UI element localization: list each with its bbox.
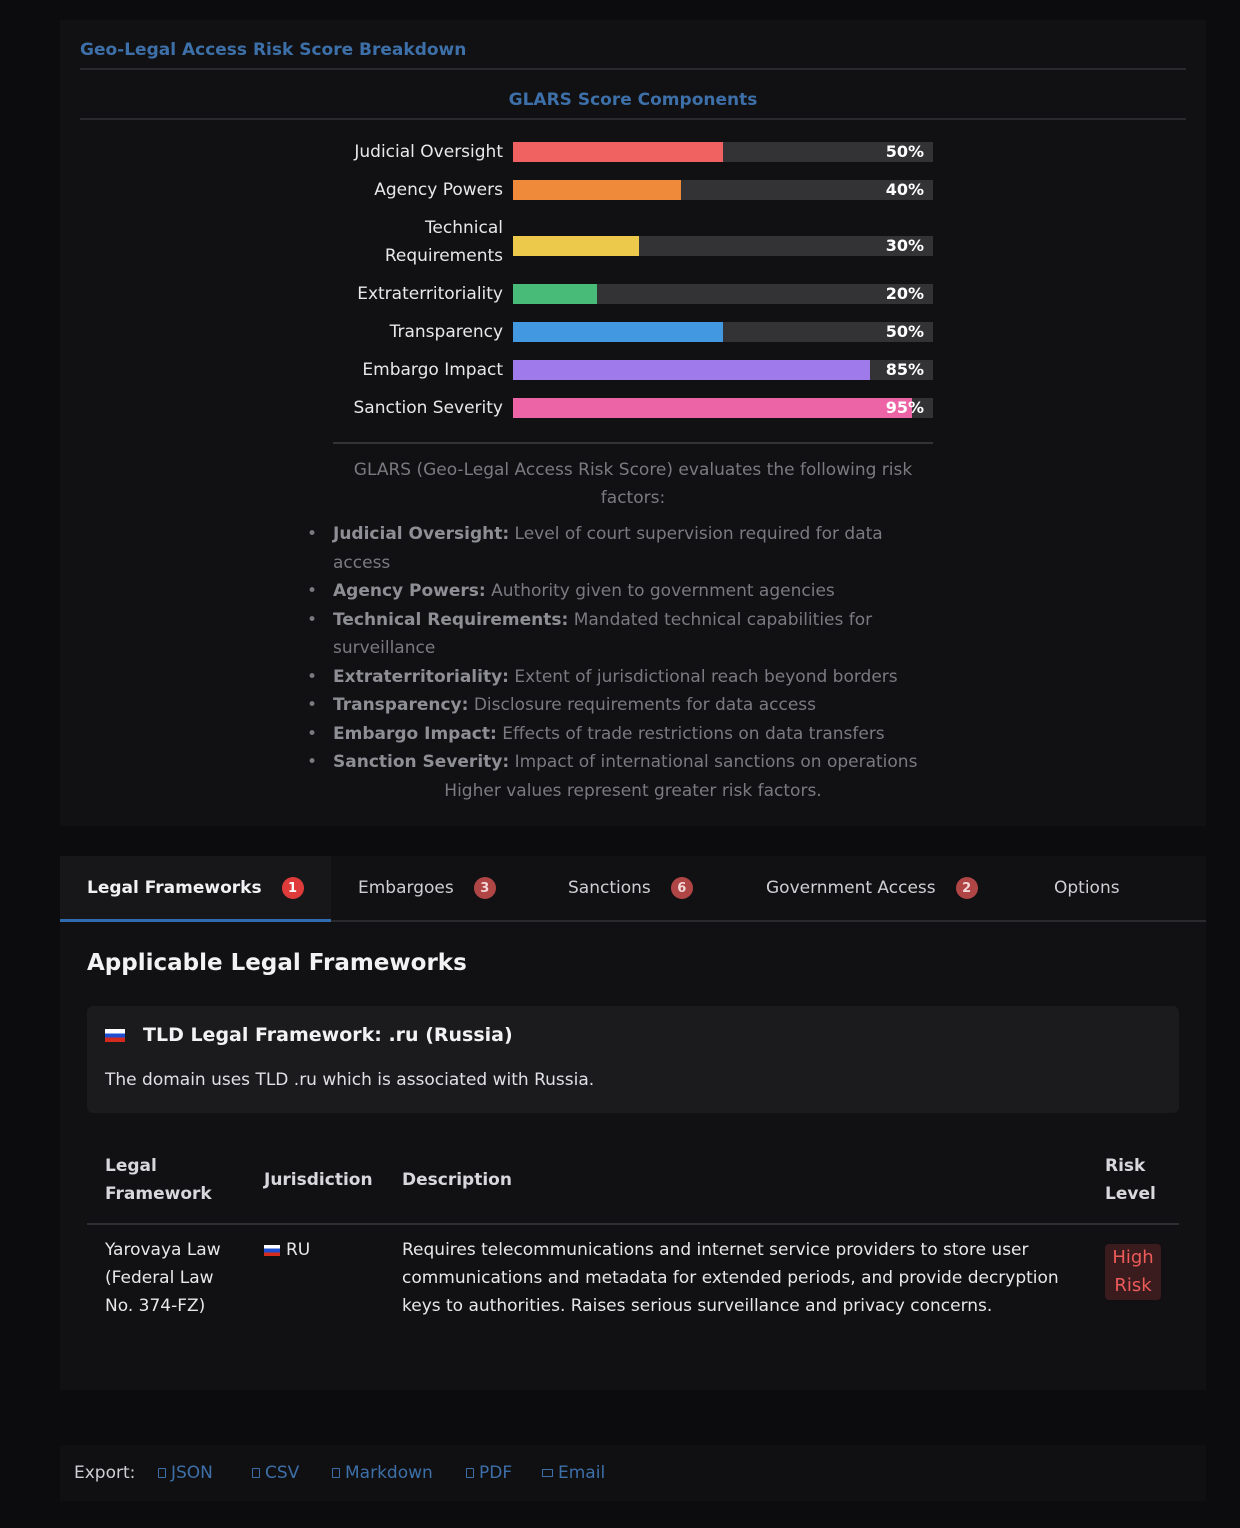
export-bar [60, 1445, 1206, 1501]
column-header-description: Description [402, 1170, 512, 1190]
divider [80, 68, 1186, 70]
export-pdf-link[interactable]: PDF [466, 1463, 512, 1483]
bar-value-label: 40% [885, 180, 924, 199]
export-csv-link[interactable]: CSV [252, 1463, 299, 1483]
jurisdiction-cell [264, 1236, 310, 1264]
russia-flag-icon [264, 1245, 280, 1256]
glars-explanation: GLARS (Geo-Legal Access Risk Score) evaluates the following risk factors: [353, 460, 913, 508]
bar-fill [513, 236, 639, 256]
bar-row [333, 142, 933, 162]
section-title: Applicable Legal Frameworks [87, 950, 467, 976]
export-json-link[interactable]: JSON [158, 1463, 213, 1483]
document-icon [332, 1468, 340, 1478]
risk-badge: High Risk [1105, 1244, 1161, 1300]
bar-row [333, 398, 933, 418]
bar-row [333, 360, 933, 380]
tab-label: Legal Frameworks [87, 878, 262, 898]
tab-label: Options [1054, 878, 1120, 898]
document-icon [158, 1468, 166, 1478]
divider [333, 442, 933, 444]
tab-label: Embargoes [358, 878, 454, 898]
factor-item: • Extraterritoriality: Extent of jurisdictional reach beyond borders [333, 663, 933, 692]
divider [87, 1223, 1179, 1225]
details-panel [60, 856, 1206, 1390]
bar-track [513, 142, 933, 162]
glars-score-card [60, 20, 1206, 826]
bar-fill [513, 180, 681, 200]
divider [80, 118, 1186, 120]
factor-item: • Embargo Impact: Effects of trade restrictions on data transfers [333, 720, 933, 749]
tld-description: The domain uses TLD .ru which is associated with Russia. [105, 1070, 595, 1090]
tab-embargoes[interactable] [358, 856, 496, 920]
bar-track [513, 236, 933, 256]
factor-item: • Technical Requirements: Mandated technical capabilities for surveillance [333, 606, 933, 663]
bar-track [513, 180, 933, 200]
document-icon [466, 1468, 474, 1478]
export-email-link[interactable]: Email [542, 1463, 605, 1483]
export-label: Export: [74, 1463, 136, 1483]
bar-fill [513, 142, 723, 162]
bar-label: Judicial Oversight [354, 142, 503, 162]
bar-track [513, 360, 933, 380]
risk-note: Higher values represent greater risk factors. [444, 781, 822, 801]
bar-label: Embargo Impact [362, 360, 503, 380]
framework-name: Yarovaya Law (Federal Law No. 374-FZ) [105, 1240, 221, 1316]
bar-row [333, 180, 933, 200]
count-badge: 1 [282, 877, 304, 899]
russia-flag-icon [105, 1029, 125, 1042]
bar-row [333, 284, 933, 304]
framework-description: Requires telecommunications and internet service providers to store user communications and metadata for extended periods, and provide decryption keys to authorities. Raises serious surveillance and privacy concerns. [402, 1240, 1059, 1316]
document-icon [252, 1468, 260, 1478]
factor-item: • Judicial Oversight: Level of court supervision required for data access [333, 520, 933, 577]
bar-label: Agency Powers [374, 180, 503, 200]
tab-label: Sanctions [568, 878, 651, 898]
count-badge: 2 [956, 877, 978, 899]
tab-label: Government Access [766, 878, 936, 898]
bar-value-label: 20% [885, 284, 924, 303]
bar-track [513, 284, 933, 304]
factor-item: • Transparency: Disclosure requirements for data access [333, 691, 933, 720]
export-markdown-link[interactable]: Markdown [332, 1463, 433, 1483]
column-header-jurisdiction: Jurisdiction [264, 1170, 373, 1190]
tab-legal-frameworks[interactable] [60, 856, 331, 920]
count-badge: 6 [671, 877, 693, 899]
bar-label: Technical Requirements [384, 218, 503, 266]
bar-fill [513, 360, 870, 380]
bar-label: Extraterritoriality [357, 284, 503, 304]
tab-government-access[interactable] [766, 856, 978, 920]
tld-title: TLD Legal Framework: .ru (Russia) [143, 1024, 513, 1046]
bar-fill [513, 284, 597, 304]
bar-label: Transparency [389, 322, 503, 342]
count-badge: 3 [474, 877, 496, 899]
bar-value-label: 85% [885, 360, 924, 379]
mail-icon [542, 1469, 553, 1477]
components-title: GLARS Score Components [508, 90, 758, 110]
tld-framework-box [87, 1006, 1179, 1113]
tab-options[interactable] [1054, 856, 1120, 920]
bar-fill [513, 322, 723, 342]
bar-value-label: 50% [885, 322, 924, 341]
jurisdiction-code: RU [286, 1240, 311, 1260]
bar-value-label: 50% [885, 142, 924, 161]
factor-item: • Agency Powers: Authority given to government agencies [333, 577, 933, 606]
tab-sanctions[interactable] [568, 856, 693, 920]
column-header-framework: Legal Framework [105, 1156, 212, 1204]
bar-value-label: 95% [885, 398, 924, 417]
score-breakdown-title: Geo-Legal Access Risk Score Breakdown [80, 40, 467, 60]
bar-track [513, 398, 933, 418]
factor-item: • Sanction Severity: Impact of international sanctions on operations [333, 748, 933, 777]
tab-bar [60, 856, 1206, 922]
bar-row [333, 218, 933, 274]
bar-label: Sanction Severity [353, 398, 503, 418]
bar-value-label: 30% [885, 236, 924, 255]
bar-fill [513, 398, 912, 418]
column-header-risk: Risk Level [1105, 1156, 1156, 1204]
bar-track [513, 322, 933, 342]
bar-row [333, 322, 933, 342]
factor-list [333, 520, 933, 777]
